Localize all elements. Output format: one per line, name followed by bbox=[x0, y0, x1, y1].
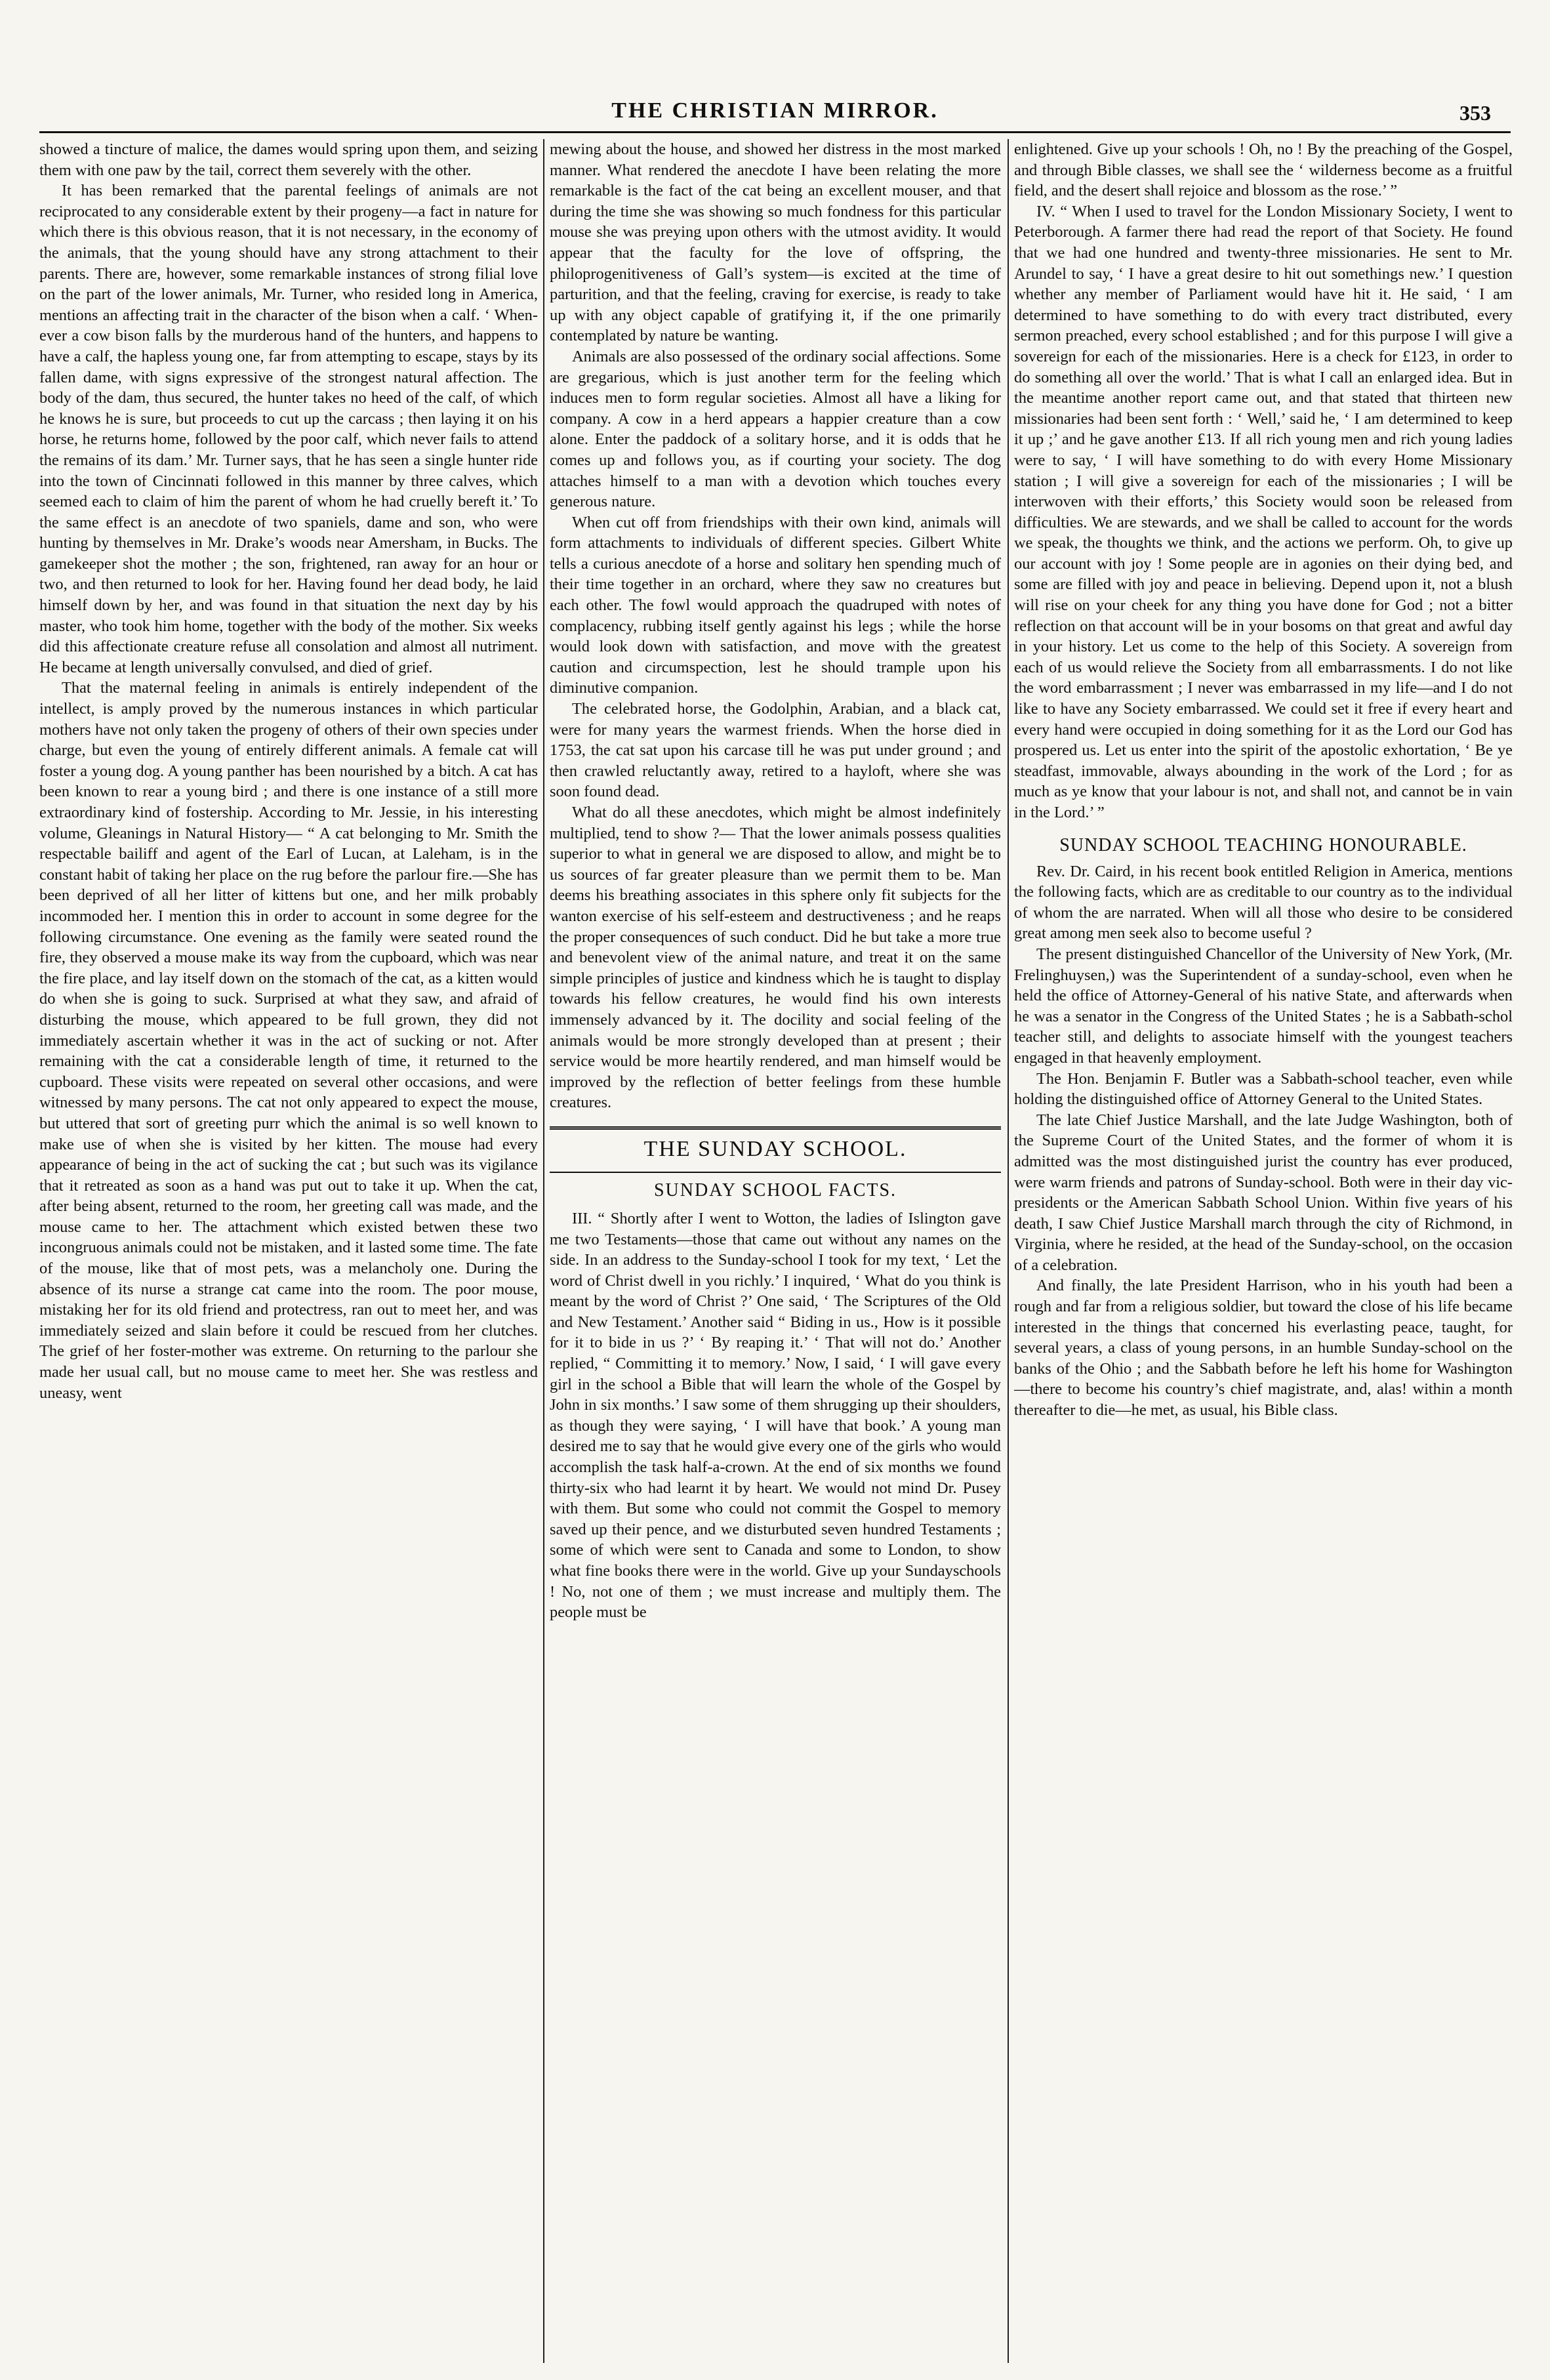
paragraph: showed a tincture of malice, the dames would spring upon them, and seizing them with one paw by the tail, correct them severely with the other. bbox=[39, 140, 538, 179]
paragraph: When cut off from friendships with their own kind, animals will form attachments to individuals of different species. Gilbert White tells a curious anecdote of a horse and solitary hen spending much of their time together in an orchard, where they saw no creatures but each other. The fowl would approach the quadruped with notes of complacency, rubbing itself gently against his legs ; while the horse would look down with satisfaction, and move with the greatest caution and circumspection, lest he should trample upon his diminutive companion. bbox=[550, 513, 1001, 697]
paragraph: The present distinguished Chancellor of the University of New York, (Mr. Frelinghuysen,) was the Superintendent of a sunday-school, even when he held the office of Attorney-General of his native State, and afterwards when he was a senator in the Congress of the United States ; he is a Sabbath-schol teacher still, and delights to associate himself with the youngest teachers engaged in that heavenly employment. bbox=[1014, 945, 1513, 1067]
paragraph: That the maternal feeling in animals is entirely independent of the intellect, is amply proved by the numerous instances in which particular mothers have not only taken the progeny of others of their own species under charge, but even the young of entirely different animals. A female cat will foster a young dog. A young panther has been nourished by a bitch. A cat has been known to rear a young bird ; and there is one instance of a still more extraordinary kind of fostership. According to Mr. Jessie, in his interesting volume, Gleanings in Natural History— “ A cat belonging to Mr. Smith the respectable bailiff and agent of the Earl of Lucan, at Laleham, is in the constant habit of taking her place on the rug before the parlour fire.—She has been deprived of all her litter of kittens but one, and her milk probably incommoded her. I mention this in order to account in some degree for the following circumstance. One evening as the family were seated round the fire, they observed a mouse make its way from the cupboard, which was near the fire place, and lay itself down on the stomach of the cat, as a kitten would do when she is going to suck. Surprised at what they saw, and afraid of disturbing the mouse, which appeared to be full grown, they did not immediately ascertain whether it was in the act of sucking or not. After remaining with the cat a considerable length of time, it returned to the cupboard. These visits were repeated on several other occasions, and were witnessed by many persons. The cat not only appeared to expect the mouse, but uttered that sort of greeting purr which the animal is so well known to make use of when she is visited by her kitten. The mouse had every appearance of being in the act of sucking the cat ; but such was its vigilance that it retreated as soon as a hand was put out to take it up. When the cat, after being absent, returned to the room, her greeting call was made, and the mouse came to her. The attachment which existed betwen these two incongruous animals could not be mistaken, and it lasted some time. The fate of the mouse, like that of most pets, was a melancholy one. During the absence of its nurse a strange cat came into the room. The poor mouse, mistaking her for its old friend and protectress, ran out to meet her, and was immediately seized and slain before it could be rescued from her clutches. The grief of her foster-mother was extreme. On returning to the parlour she made her usual call, but no mouse came to meet her. She was restless and uneasy, went bbox=[39, 679, 538, 1402]
paragraph: Rev. Dr. Caird, in his recent book entitled Religion in America, mentions the following facts, which are as creditable to our country as to the individual of whom the are narrated. When will all those who desire to be considered great among men seek also to become useful ? bbox=[1014, 862, 1513, 943]
article-subtitle: SUNDAY SCHOOL FACTS. bbox=[653, 1180, 897, 1200]
paragraph: The late Chief Justice Marshall, and the late Judge Washington, both of the Supreme Court of the United States, and the former of whom it is admitted was the most distinguished jurist the country has ever produced, were warm friends and patrons of Sunday-school. Both were in their day vic-presidents or the American Sabbath School Union. Within five years of his death, I saw Chief Justice Marshall march through the city of Richmond, in Virginia, where he resided, at the head of the Sunday-school, on the occasion of a celebration. bbox=[1014, 1111, 1513, 1274]
paragraph: The Hon. Benjamin F. Butler was a Sabbath-school teacher, even while holding the distinguished office of Attorney General to the United States. bbox=[1014, 1069, 1513, 1109]
paragraph: And finally, the late President Harrison, who in his youth had been a rough and far from a religious soldier, but toward the close of his life became interested in the things that concerned his everlasting peace, taught, for several years, a class of young persons, in an humble Sunday-school on the banks of the Ohio ; and the Sabbath before he left his home for Washington—there to become his country’s chief magistrate, and, alas! within a month thereafter to die—he met, as usual, his Bible class. bbox=[1014, 1277, 1513, 1420]
column-divider-1 bbox=[543, 139, 544, 2363]
column-3 bbox=[1014, 139, 1513, 2363]
page-number: 353 bbox=[1459, 101, 1491, 125]
paragraph: Animals are also possessed of the ordinary social affections. Some are gregarious, which is just another term for the feeling which induces men to form regular societies. Almost all have a liking for company. A cow in a herd appears a happier creature than a cow alone. Enter the paddock of a solitary horse, and it is odds that he comes up and follows you, as if courting your society. The dog attaches himself to a man with a devotion which touches every generous nature. bbox=[550, 347, 1001, 511]
section-title: THE SUNDAY SCHOOL. bbox=[643, 1136, 907, 1161]
header-rule bbox=[39, 131, 1511, 133]
column-1 bbox=[39, 139, 538, 2363]
paragraph: The celebrated horse, the Godolphin, Arabian, and a black cat, were for many years the warmest friends. When the horse died in 1753, the cat sat upon his carcase till he was put under ground ; and then crawled reluctantly away, retired to a hayloft, where she was soon found dead. bbox=[550, 700, 1001, 801]
masthead-title: THE CHRISTIAN MIRROR. bbox=[611, 98, 939, 123]
column-divider-2 bbox=[1008, 139, 1009, 2363]
paragraph: enlightened. Give up your schools ! Oh, no ! By the preaching of the Gospel, and through Bible classes, we shall see the ‘ wilderness become as a fruitful field, and the desert shall rejoice and blossom as the rose.’ ” bbox=[1014, 140, 1513, 200]
section-rule bbox=[550, 1126, 1001, 1130]
paragraph: IV. “ When I used to travel for the London Missionary Society, I went to Peterborough. A farmer there had read the report of that Society. He found that we had one hundred and twenty-three missionaries. He sent to Mr. Arundel to say, ‘ I have a great desire to hit out somethings new.’ I question whether any member of Parliament would have hit it. He said, ‘ I am determined to have something to do with every tract distributed, every sermon preached, every school established ; and for this purpose I will give a sovereign for each of the missionaries. Here is a check for £123, in order to do something all over the world.’ That is what I call an enlarged idea. But in the meantime another report came out, and that stated that thirteen new missionaries had been sent forth : ‘ Well,’ said he, ‘ I am determined to keep it up ;’ and he gave another £13. If all rich young men and rich young ladies were to say, ‘ I will have something to do with every Home Missionary station ; I will give a sovereign for each of the missionaries ; I will be interwoven with their efforts,’ this Society would soon be released from difficulties. We are stewards, and we shall be called to account for the words we speak, the thoughts we think, and the actions we perform. Oh, to give up our account with joy ! Some people are in agonies on their dying bed, and some are filled with joy and peace in believing. Depend upon it, not a blush will rise on your cheek for any thing you have done for God ; not a bitter reflection on that account will be in your bosoms on that great and awful day in your history. Let us come to the help of this Society. A sovereign from each of us would relieve the Society from all embarrassments. I do not like the word embarrassment ; I never was embarrassed in my life—and I do not like to have any Society embarrassed. We could set it free if every heart and every hand were occupied in doing something for it as the Lord our God has prospered us. Let us enter into the spirit of the apostolic exhortation, ‘ Be ye steadfast, immovable, always abounding in the work of the Lord ; for as much as ye know that your labour is not, and shall not, and cannot be in vain in the Lord.’ ” bbox=[1014, 202, 1513, 821]
page-header bbox=[39, 98, 1511, 129]
paragraph: It has been remarked that the parental feelings of animals are not reciprocated to any considerable extent by their progeny—a fact in nature for which there is this obvious reason, that it is not necessary, in the economy of the animals, that the young should have any strong attachment to their parents. There are, however, some remarkable instances of strong filial love on the part of the lower animals, Mr. Turner, who resided long in America, mentions an affecting trait in the character of the bison when a calf. ‘ When-ever a cow bison falls by the murderous hand of the hunters, and happens to have a calf, the hapless young one, far from attempting to escape, stays by its fallen dame, with signs expressive of the strongest natural affection. The body of the dam, thus secured, the hunter takes no heed of the calf, of which he knows he is sure, but proceeds to cut up the carcass ; then laying it on his horse, he returns home, followed by the poor calf, which never fails to attend the remains of its dam.’ Mr. Turner says, that he has seen a single hunter ride into the town of Cincinnati followed in this manner by three calves, which seemed each to claim of him the parent of whom he had cruelly bereft it.’ To the same effect is an anecdote of two spaniels, dame and son, who were hunting by themselves in Mr. Drake’s woods near Amersham, in Bucks. The gamekeeper shot the mother ; the son, frightened, ran away for an hour or two, and then returned to look for her. Having found her dead body, he laid himself down by her, and was found in that situation the next day by his master, who took him home, together with the body of the mother. Six weeks did this affectionate creature refuse all consolation and almost all nutriment. He became at length universally convulsed, and died of grief. bbox=[39, 182, 538, 676]
paragraph: III. “ Shortly after I went to Wotton, the ladies of Islington gave me two Testaments—those that came out without any names on the side. In an address to the Sunday-school I took for my text, ‘ Let the word of Christ dwell in you richly.’ I inquired, ‘ What do you think is meant by the word of Christ ?’ One said, ‘ The Scriptures of the Old and New Testament.’ Another said “ Biding in us., How is it possible for it to bide in us ?’ ‘ By reaping it.’ ‘ That will not do.’ Another replied, “ Committing it to memory.’ Now, I said, ‘ I will gave every girl in the school a Bible that will learn the whole of the Gospel by John in six months.’ I saw some of them shrugging up their shoulders, as though they were saying, ‘ I will have that book.’ A young man desired me to say that he would give every one of the girls who would accomplish the task half-a-crown. At the end of six months we found thirty-six who had learnt it by heart. We would not mind Dr. Pusey with them. But some who could not commit the Gospel to memory saved up their pence, and we disturbuted seven hundred Testaments ; some of which were sent to Canada and some to London, to show what fine books there were in the world. Give up your Sundayschools ! No, not one of them ; we must increase and multiply them. The people must be bbox=[550, 1209, 1001, 1622]
paragraph: What do all these anecdotes, which might be almost indefinitely multiplied, tend to show ?— That the lower animals possess qualities superior to what in general we are disposed to allow, and might be to us sources of far greater pleasure than we permit them to be. Man deems his breathing associates in this sphere only fit subjects for the wanton exercise of his self-esteem and destructiveness ; and he reaps the proper consequences of such conduct. Did he but take a more true and benevolent view of the animal nature, and treat it on the same simple principles of justice and kindness which he is taught to display towards his fellow creatures, he would find his own interests immensely advanced by it. The docility and social feeling of the animals would be more strongly developed than at present ; their service would be more heartily rendered, and man himself would be improved by the reflection of better feelings from these humble creatures. bbox=[550, 804, 1001, 1112]
paragraph: mewing about the house, and showed her distress in the most marked manner. What rendered the anecdote I have been relating the more remarkable is the fact of the cat being an excellent mouser, and that during the time she was showing so much fondness for this particular mouse she was preying upon others with the utmost avidity. It would appear that the faculty for the love of offspring, the philoprogenitiveness of Gall’s system—is excited at the time of parturition, and that the feeling, craving for exercise, is ready to take up with any object capable of gratifying it, if the one primarily contemplated by nature be wanting. bbox=[550, 140, 1001, 345]
column-2 bbox=[550, 139, 1001, 2363]
section-rule bbox=[550, 1172, 1001, 1173]
article-heading: SUNDAY SCHOOL TEACHING HONOURABLE. bbox=[1059, 834, 1467, 855]
